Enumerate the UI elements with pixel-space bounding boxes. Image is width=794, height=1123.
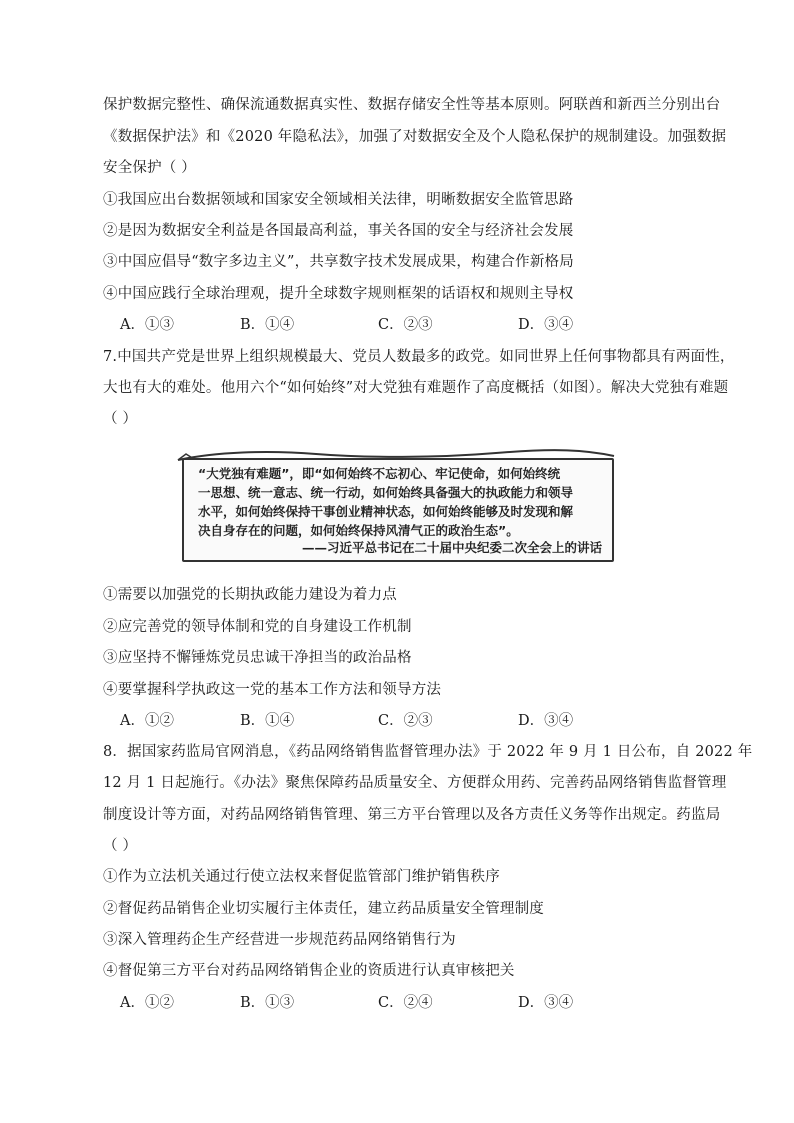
- quote-line-2: 一思想、统一意志、统一行动，如何始终具备强大的执政能力和领导: [198, 485, 574, 500]
- q8-stem-line-2: 12 月 1 日起施行。《办法》聚焦保障药品质量安全、方便群众用药、完善药品网络销售监督管理: [103, 775, 727, 791]
- q8-stem-line-1: 8．据国家药监局官网消息，《药品网络销售监督管理办法》于 2022 年 9 月 1 日公布，自 2022 年: [103, 744, 753, 760]
- q7-stem-line-3: （ ）: [103, 411, 138, 427]
- quote-figure: [176, 448, 616, 566]
- q7-option-b: B．①④: [240, 713, 295, 729]
- q7-choice-2: ②应完善党的领导体制和党的自身建设工作机制: [103, 619, 412, 635]
- quote-line-3: 水平，如何始终保持干事创业精神状态，如何始终能够及时发现和解: [198, 504, 574, 519]
- q8-option-a: A．①②: [120, 995, 174, 1011]
- q8-choice-3: ③深入管理药企生产经营进一步规范药品网络销售行为: [103, 932, 456, 948]
- q8-stem-line-4: （ ）: [103, 838, 138, 854]
- q8-choice-1: ①作为立法机关通过行使立法权来督促监管部门维护销售秩序: [103, 869, 500, 885]
- quote-frame: [182, 458, 614, 562]
- q6-option-a: A．①③: [120, 317, 174, 333]
- q7-choice-1: ①需要以加强党的长期执政能力建设为着力点: [103, 587, 397, 603]
- q8-choice-2: ②督促药品销售企业切实履行主体责任，建立药品质量安全管理制度: [103, 901, 544, 917]
- q7-option-c: C．②③: [378, 713, 433, 729]
- quote-text: [198, 464, 604, 540]
- q6-stem-line-3: 安全保护（ ）: [103, 160, 197, 176]
- q6-choice-2: ②是因为数据安全利益是各国最高利益，事关各国的安全与经济社会发展: [103, 223, 574, 239]
- q6-stem-line-1: 保护数据完整性、确保流通数据真实性、数据存储安全性等基本原则。阿联酋和新西兰分别出台: [103, 97, 721, 113]
- q6-option-d: D．③④: [518, 317, 574, 333]
- q8-option-d: D．③④: [518, 995, 574, 1011]
- q6-choice-4: ④中国应践行全球治理观，提升全球数字规则框架的话语权和规则主导权: [103, 286, 574, 302]
- q7-choice-4: ④要掌握科学执政这一党的基本工作方法和领导方法: [103, 682, 442, 698]
- q7-option-d: D．③④: [518, 713, 574, 729]
- q7-option-a: A．①②: [120, 713, 174, 729]
- q6-option-c: C．②③: [378, 317, 433, 333]
- q8-option-c: C．②④: [378, 995, 433, 1011]
- q7-stem-line-2: 大也有大的难处。他用六个“如何始终”对大党独有难题作了高度概括（如图）。解决大党独有难题: [103, 380, 729, 396]
- q8-option-b: B．①③: [240, 995, 295, 1011]
- q6-choice-3: ③中国应倡导“数字多边主义”，共享数字技术发展成果，构建合作新格局: [103, 254, 574, 270]
- q8-stem-line-3: 制度设计等方面，对药品网络销售管理、第三方平台管理以及各方责任义务等作出规定。药监局: [103, 807, 721, 823]
- quote-line-4: 决自身存在的问题，如何始终保持风清气正的政治生态”。: [198, 523, 519, 538]
- q7-stem-line-1: 7.中国共产党是世界上组织规模最大、党员人数最多的政党。如同世界上任何事物都具有两面性，: [103, 349, 735, 365]
- quote-source: ——习近平总书记在二十届中央纪委二次全会上的讲话: [301, 540, 602, 555]
- quote-line-1: “大党独有难题”，即“如何始终不忘初心、牢记使命，如何始终统: [198, 466, 561, 481]
- q6-choice-1: ①我国应出台数据领域和国家安全领域相关法律，明晰数据安全监管思路: [103, 192, 574, 208]
- q7-choice-3: ③应坚持不懈锤炼党员忠诚干净担当的政治品格: [103, 650, 412, 666]
- q6-stem-line-2: 《数据保护法》和《2020 年隐私法》，加强了对数据安全及个人隐私保护的规制建设。加强数据: [103, 129, 727, 145]
- q6-option-b: B．①④: [240, 317, 295, 333]
- q8-choice-4: ④督促第三方平台对药品网络销售企业的资质进行认真审核把关: [103, 963, 515, 979]
